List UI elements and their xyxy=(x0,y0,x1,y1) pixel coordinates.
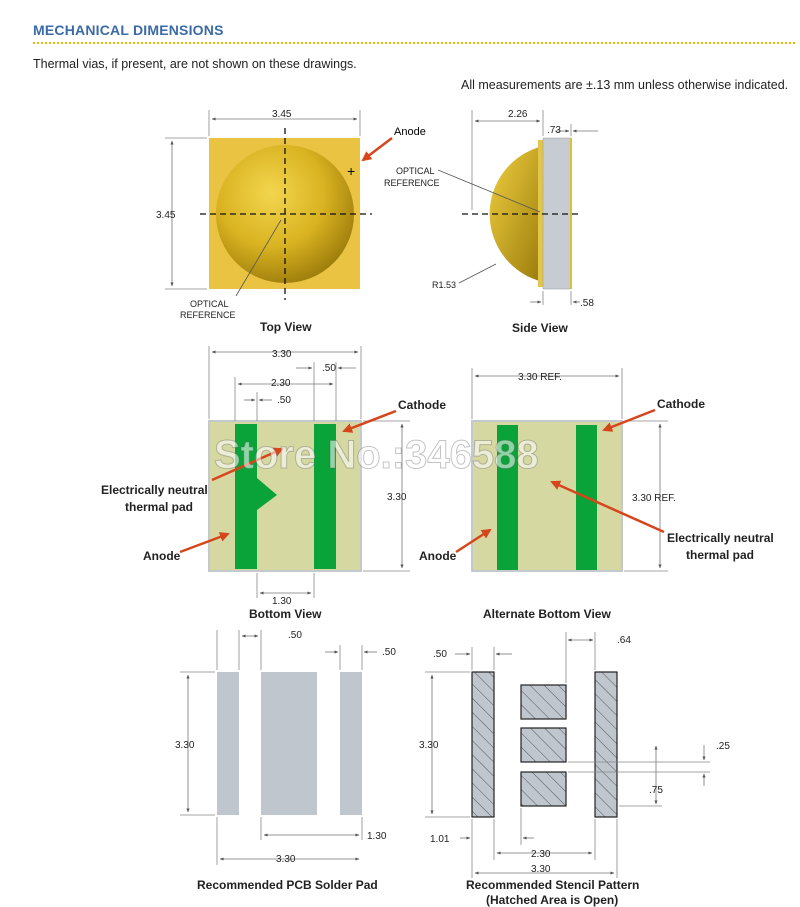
stencil-dim-101: 1.01 xyxy=(430,834,450,845)
side-dim-226: 2.26 xyxy=(508,109,528,120)
bottom-dim-230: 2.30 xyxy=(271,378,291,389)
top-view-title: Top View xyxy=(260,320,312,334)
top-anode-label: Anode xyxy=(394,126,426,138)
top-height-dim: 3.45 xyxy=(156,210,176,221)
bottom-anode-label: Anode xyxy=(143,549,181,563)
watermark-text: Store No.:346588 xyxy=(214,433,539,477)
pcb-dim-130: 1.30 xyxy=(367,831,387,842)
stencil-center-mid xyxy=(521,728,566,762)
stencil-title-1: Recommended Stencil Pattern xyxy=(466,878,640,892)
alt-height-dim: 3.30 REF. xyxy=(632,493,676,504)
pcb-pad-title: Recommended PCB Solder Pad xyxy=(197,878,378,892)
side-view-title: Side View xyxy=(512,321,568,335)
stencil-dim-64: .64 xyxy=(617,635,631,646)
stencil-dim-50: .50 xyxy=(433,649,447,660)
alt-anode-label: Anode xyxy=(419,549,457,563)
stencil-center-bottom xyxy=(521,772,566,806)
bottom-view xyxy=(101,346,446,621)
stencil-dim-25: .25 xyxy=(716,741,730,752)
stencil-pattern xyxy=(419,632,730,907)
bottom-height-dim: 3.30 xyxy=(387,492,407,503)
bottom-dim-50b: .50 xyxy=(277,395,291,406)
stencil-title-2: (Hatched Area is Open) xyxy=(486,893,619,907)
top-width-dim: 3.45 xyxy=(272,109,292,120)
bottom-view-title: Bottom View xyxy=(249,607,322,621)
page-title: MECHANICAL DIMENSIONS xyxy=(33,22,224,38)
top-view xyxy=(156,109,426,334)
tolerance-note: All measurements are ±.13 mm unless otherwise indicated. xyxy=(461,78,789,92)
stencil-left xyxy=(472,672,494,817)
stencil-dim-75: .75 xyxy=(649,785,663,796)
stencil-right xyxy=(595,672,617,817)
bottom-dim-130: 1.30 xyxy=(272,596,292,607)
pcb-solder-pad xyxy=(175,630,396,892)
side-view xyxy=(384,109,598,335)
alt-cathode-label: Cathode xyxy=(657,397,705,411)
bottom-width-dim: 3.30 xyxy=(272,349,292,360)
pcb-pad-center xyxy=(261,672,317,815)
side-dim-58: .58 xyxy=(580,298,594,309)
stencil-center-top xyxy=(521,685,566,719)
alt-bottom-view xyxy=(419,368,774,621)
stencil-height-dim: 3.30 xyxy=(419,740,439,751)
alt-thermal-label-2: thermal pad xyxy=(686,548,755,562)
side-dim-73: .73 xyxy=(547,125,561,136)
side-radius-label: R1.53 xyxy=(432,280,457,290)
bottom-thermal-label-2: thermal pad xyxy=(125,500,194,514)
pcb-pad-right xyxy=(340,672,362,815)
anode-plus-icon: + xyxy=(347,163,356,179)
pcb-pad-left xyxy=(217,672,239,815)
top-optical-ref-2: REFERENCE xyxy=(180,310,236,320)
bottom-thermal-label-1: Electrically neutral xyxy=(101,483,208,497)
pcb-width-dim: 3.30 xyxy=(276,854,296,865)
alt-thermal-label-1: Electrically neutral xyxy=(667,531,774,545)
stencil-dim-230: 2.30 xyxy=(531,849,551,860)
stencil-width-dim: 3.30 xyxy=(531,864,551,875)
side-optical-ref-2: REFERENCE xyxy=(384,178,440,188)
alt-width-dim: 3.30 REF. xyxy=(518,372,562,383)
top-optical-ref-1: OPTICAL xyxy=(190,299,229,309)
bottom-dim-50a: .50 xyxy=(322,363,336,374)
side-optical-ref-1: OPTICAL xyxy=(396,166,435,176)
pcb-dim-50a: .50 xyxy=(288,630,302,641)
pcb-height-dim: 3.30 xyxy=(175,740,195,751)
alt-bottom-view-title: Alternate Bottom View xyxy=(483,607,611,621)
bottom-cathode-label: Cathode xyxy=(398,398,446,412)
pcb-dim-50b: .50 xyxy=(382,647,396,658)
vias-note: Thermal vias, if present, are not shown on these drawings. xyxy=(33,57,357,71)
